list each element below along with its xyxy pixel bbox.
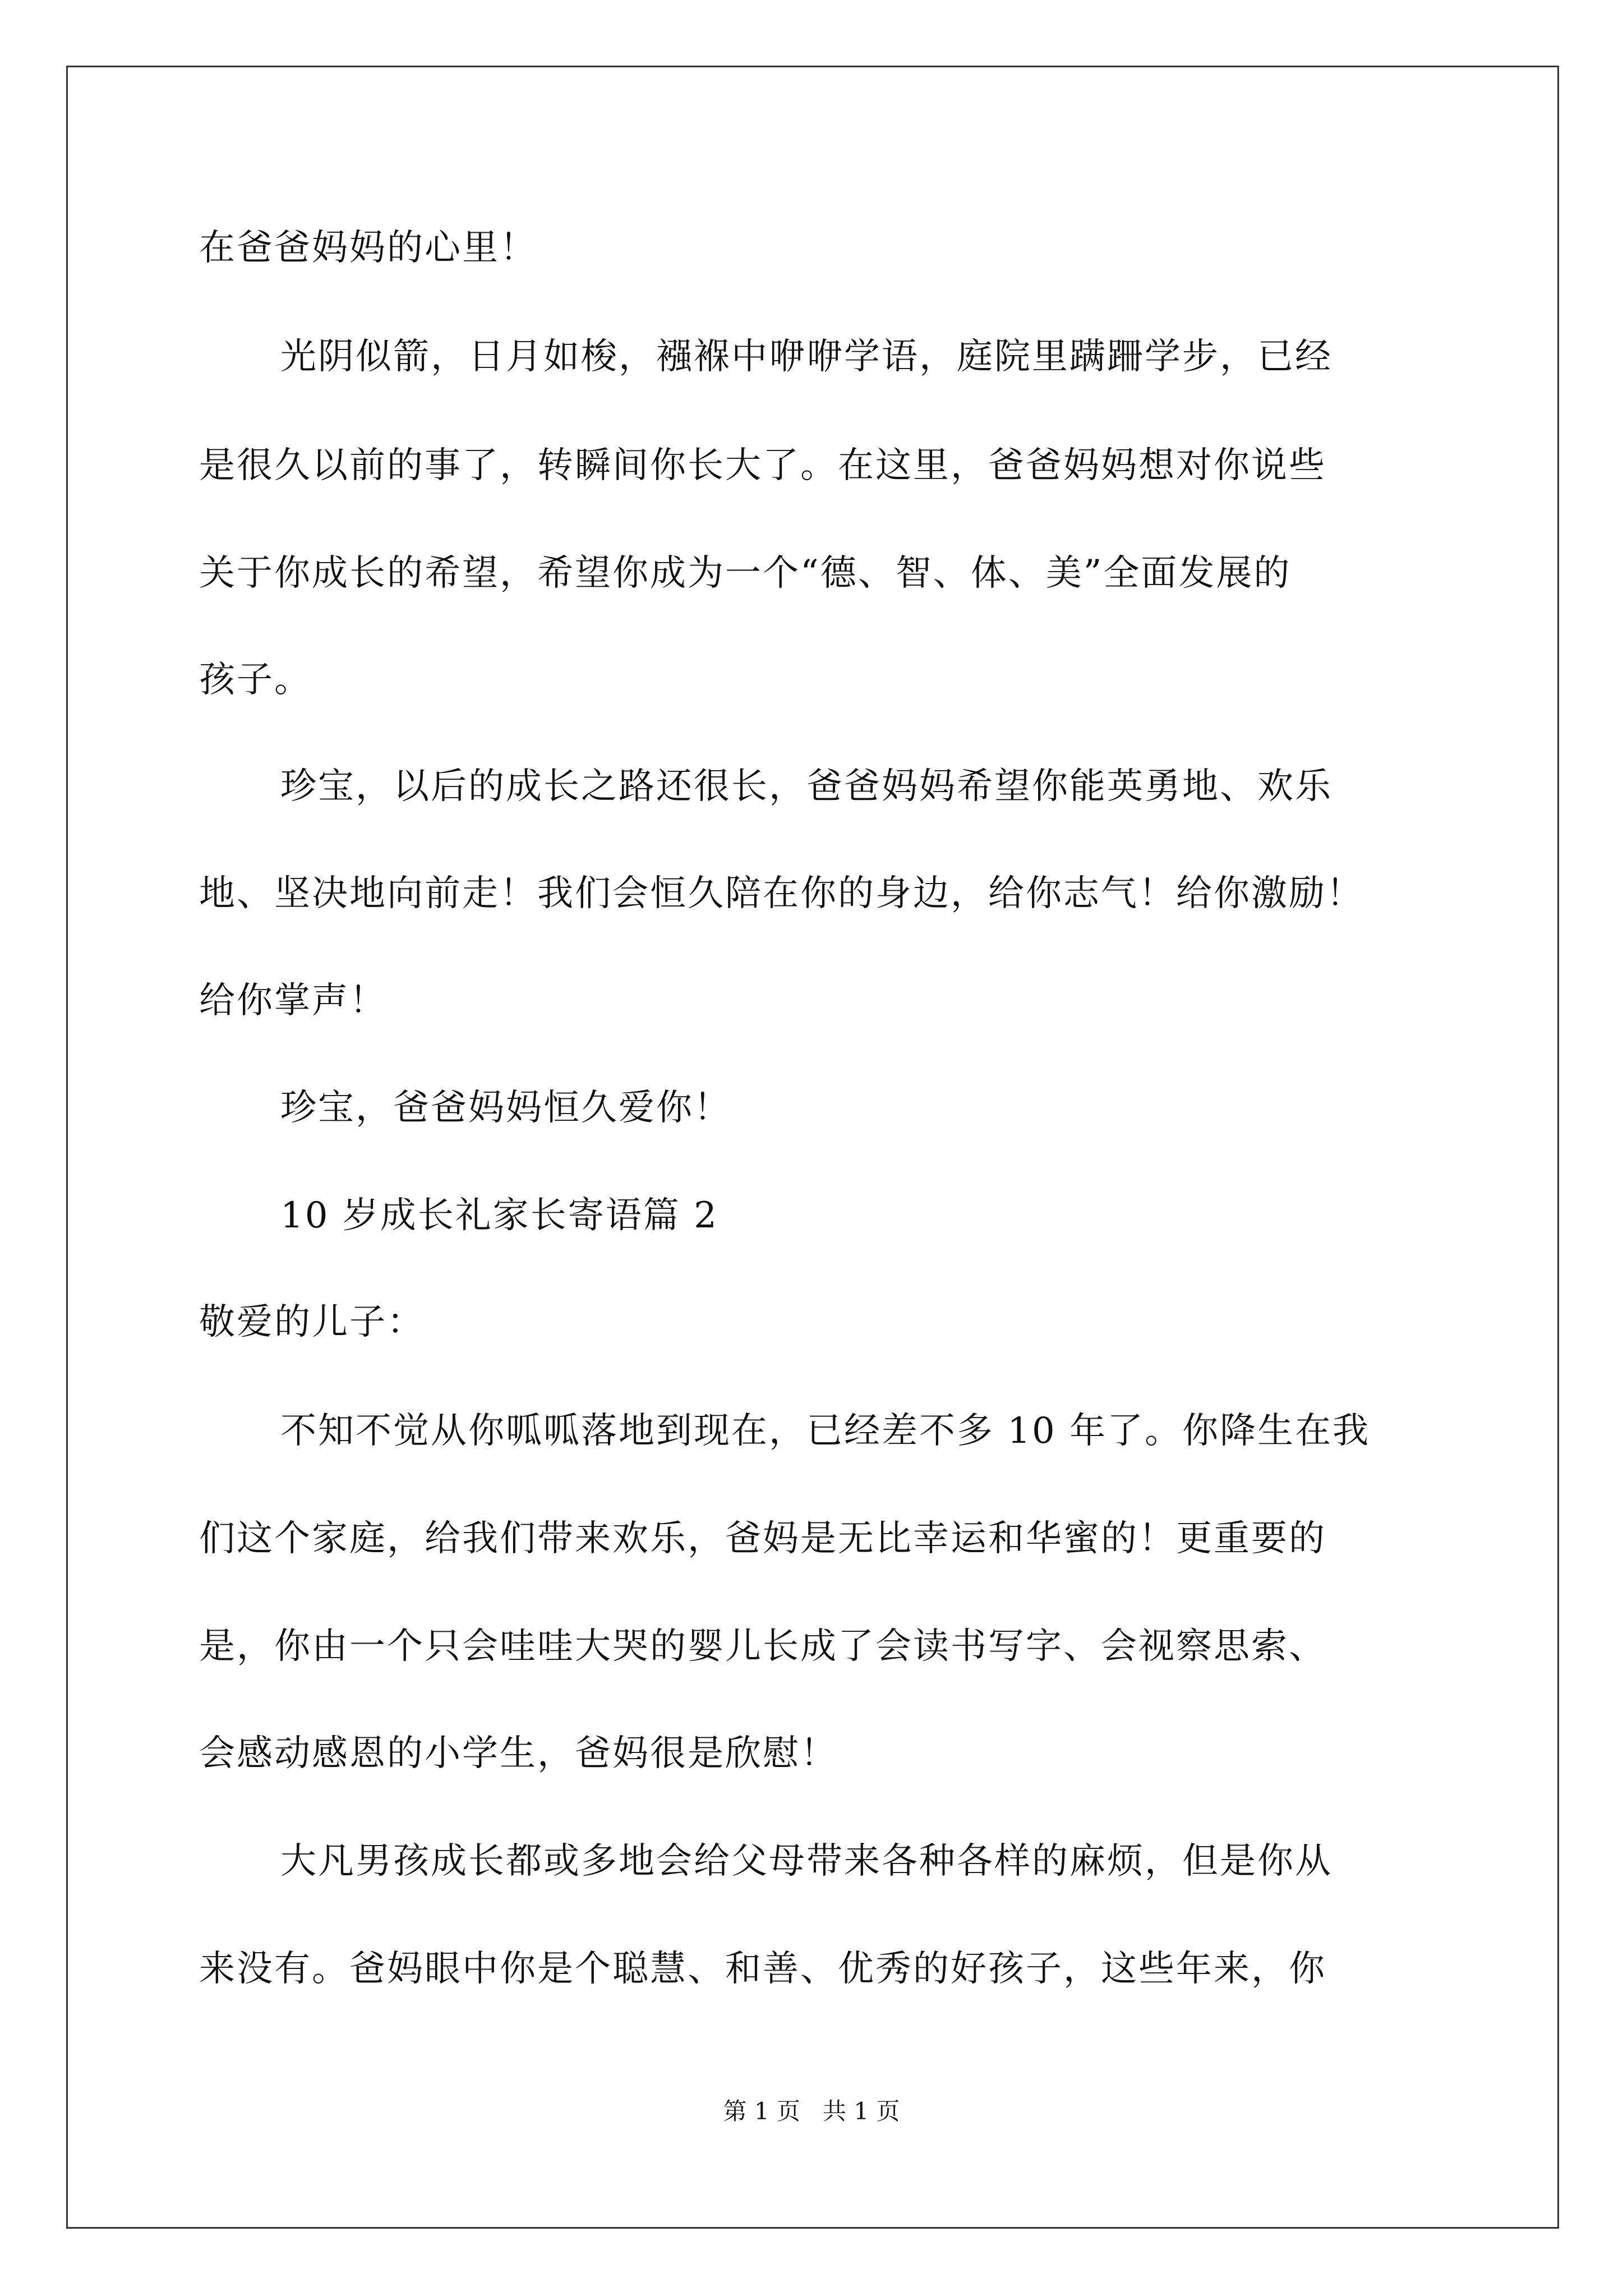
salutation: 敬爱的儿子：	[199, 1301, 425, 1343]
text-line: 珍宝，以后的成长之路还很长，爸爸妈妈希望你能英勇地、欢乐	[280, 766, 1332, 807]
page-footer: 第 1 页 共 1 页	[723, 2097, 900, 2125]
section-heading: 10 岁成长礼家长寄语篇 2	[280, 1195, 718, 1236]
text-line: 地、坚决地向前走！我们会恒久陪在你的身边，给你志气！给你激励！	[199, 873, 1364, 914]
text-line: 是很久以前的事了，转瞬间你长大了。在这里，爸爸妈妈想对你说些	[199, 445, 1326, 486]
text-line: 大凡男孩成长都或多地会给父母带来各种各样的麻烦，但是你从	[280, 1841, 1332, 1882]
text-line: 是，你由一个只会哇哇大哭的婴儿长成了会读书写字、会视察思索、	[199, 1626, 1326, 1667]
text-line: 不知不觉从你呱呱落地到现在，已经差不多 10 年了。你降生在我	[280, 1410, 1371, 1452]
text-line: 会感动感恩的小学生，爸妈很是欣慰！	[199, 1733, 838, 1774]
text-line: 们这个家庭，给我们带来欢乐，爸妈是无比幸运和华蜜的！更重要的	[199, 1518, 1326, 1559]
text-line: 在爸爸妈妈的心里！	[199, 227, 537, 269]
text-line: 来没有。爸妈眼中你是个聪慧、和善、优秀的好孩子，这些年来，你	[199, 1948, 1326, 1990]
text-line: 关于你成长的希望，希望你成为一个“德、智、体、美”全面发展的	[199, 553, 1292, 594]
page-border	[66, 66, 1559, 2229]
text-line: 珍宝，爸爸妈妈恒久爱你！	[280, 1087, 731, 1129]
text-line: 光阴似箭，日月如梭，襁褓中咿咿学语，庭院里蹒跚学步，已经	[280, 336, 1332, 378]
text-line: 给你掌声！	[199, 980, 387, 1022]
text-line: 孩子。	[199, 659, 312, 701]
